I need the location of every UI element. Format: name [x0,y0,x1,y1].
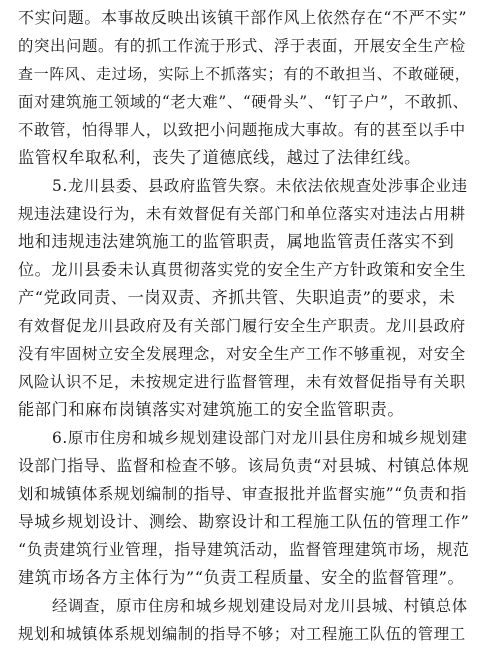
text-line: “负责建筑行业管理，指导建筑活动，监督管理建筑市场，规范 [18,540,470,559]
text-line: 查一阵风、走过场，实际上不抓落实；有的不敢担当、不敢碰硬， [18,65,471,83]
text-line: 能部门和麻布岗镇落实对建筑施工的安全监管职责。 [18,400,405,419]
text-line: 不敢管，怕得罪人，以致把小问题拖成大事故。有的甚至以手中 [18,121,466,139]
text-line: 的突出问题。有的抓工作流于形式、浮于表面，开展安全生产检 [18,37,466,55]
text-line: 有效督促龙川县政府及有关部门履行安全生产职责。龙川县政府 [18,317,466,335]
text-line: 设部门指导、监督和检查不够。该局负责“对县城、村镇总体规 [18,456,470,475]
text-line: 地和违规违法建筑施工的监管职责，属地监管责任落实不到 [18,232,455,251]
paragraph-start-line: 5.龙川县委、县政府监管失察。未依法依规查处涉事企业违 [52,177,468,195]
text-line: 位。龙川县委未认真贯彻落实党的安全生产方针政策和安全生 [18,260,467,279]
text-line: 产“党政同责、一岗双责、齐抓共管、失职追责”的要求，未 [18,288,456,307]
text-line: 没有牢固树立安全发展理念，对安全生产工作不够重视，对安全 [18,345,466,363]
text-line: 面对建筑施工领域的“老大难”、“硬骨头”、“钉子户”，不敢抓、 [18,93,469,111]
text-line: 建筑市场各方主体行为”“负责工程质量、安全的监督管理”。 [18,568,465,587]
paragraph-start-line: 经调查，原市住房和城乡规划建设局对龙川县城、村镇总体 [52,597,468,615]
text-line: 划和城镇体系规划编制的指导、审查报批并监督实施”“负责和指 [18,485,467,503]
text-line: 规划和城镇体系规划编制的指导不够；对工程施工队伍的管理工 [18,625,466,643]
text-line: 风险认识不足，未按规定进行监督管理，未有效督促指导有关职 [18,373,466,391]
text-line: 监管权牟取私利，丧失了道德底线，越过了法律红线。 [18,148,421,167]
text-line: 不实问题。本事故反映出该镇干部作风上依然存在“不严不实” [18,8,468,27]
text-line: 规违法建设行为，未有效督促有关部门和单位落实对违法占用耕 [18,205,466,223]
text-line: 导城乡规划设计、测绘、勘察设计和工程施工队伍的管理工作” [18,512,470,531]
paragraph-start-line: 6.原市住房和城乡规划建设部门对龙川县住房和城乡规划建 [52,429,468,447]
